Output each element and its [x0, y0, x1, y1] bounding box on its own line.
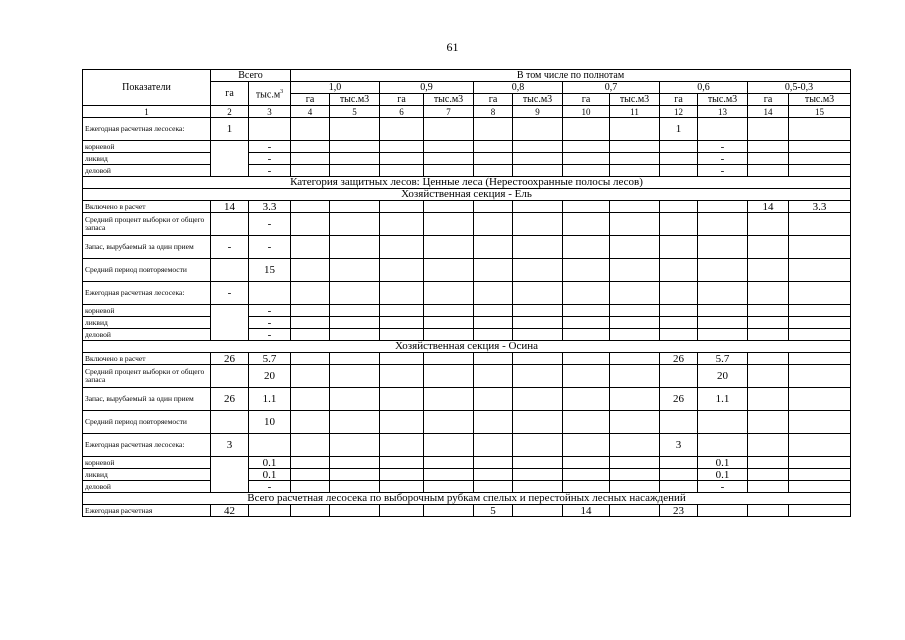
cell: 1: [660, 118, 698, 141]
row-label: Средний процент выборки от общего запаса: [83, 213, 211, 236]
row-label: Включено в расчет: [83, 201, 211, 213]
cell: 0.1: [698, 457, 748, 469]
cell: 26: [211, 388, 249, 411]
col-num: 9: [513, 106, 563, 118]
table-row: [83, 434, 851, 457]
table-row: [83, 165, 851, 177]
row-label: Средний процент выборки от общего запаса: [83, 365, 211, 388]
table-row: [83, 317, 851, 329]
col-num: 14: [748, 106, 789, 118]
table-row: [83, 201, 851, 213]
cell: 14: [563, 505, 610, 517]
table-row: [83, 353, 851, 365]
cell: 3.3: [789, 201, 851, 213]
section-category: Категория защитных лесов: Ценные леса (Нерестоохранные полосы лесов): [83, 177, 851, 189]
table-row: [83, 365, 851, 388]
cell: 15: [249, 259, 291, 282]
unit-ha: га: [291, 94, 330, 106]
table-row: [83, 259, 851, 282]
cell: -: [698, 141, 748, 153]
row-label: Средний период повторяемости: [83, 411, 211, 434]
col-num: 3: [249, 106, 291, 118]
row-label: ликвид: [83, 317, 211, 329]
cell: 5.7: [698, 353, 748, 365]
table-row: [83, 388, 851, 411]
unit-m3: тыс.м3: [513, 94, 563, 106]
cell: 20: [249, 365, 291, 388]
cell: -: [249, 213, 291, 236]
section-spruce: Хозяйственная секция - Ель: [83, 189, 851, 201]
section-total-cut: Всего расчетная лесосека по выборочным рубкам спелых и перестойных лесных насаждений: [83, 493, 851, 505]
section-row: [83, 177, 851, 189]
row-label: Запас, вырубаемый за один прием: [83, 236, 211, 259]
unit-ha: га: [748, 94, 789, 106]
col-num: 5: [330, 106, 380, 118]
cell: -: [698, 481, 748, 493]
col-num: 10: [563, 106, 610, 118]
table-row: [83, 329, 851, 341]
cell: 5: [474, 505, 513, 517]
cell: 0.1: [249, 457, 291, 469]
row-label: Ежегодная расчетная лесосека:: [83, 118, 211, 141]
table-row: [83, 305, 851, 317]
row-label: Средний период повторяемости: [83, 259, 211, 282]
cell: 1.1: [249, 388, 291, 411]
section-row: [83, 341, 851, 353]
table-row: [83, 236, 851, 259]
header-total-m3: $тыс.м^3$: [249, 82, 291, 106]
cell: 3.3: [249, 201, 291, 213]
cell: 26: [660, 353, 698, 365]
unit-m3: тыс.м3: [610, 94, 660, 106]
unit-ha: га: [474, 94, 513, 106]
header-density-10: 1,0: [291, 82, 380, 94]
header-total: Всего: [211, 70, 291, 82]
cell: 0.1: [249, 469, 291, 481]
cell: -: [211, 236, 249, 259]
col-num: 12: [660, 106, 698, 118]
unit-m3: тыс.м3: [330, 94, 380, 106]
cell: 3: [211, 434, 249, 457]
cell: 10: [249, 411, 291, 434]
table-row: [83, 141, 851, 153]
header-density-09: 0,9: [380, 82, 474, 94]
unit-ha: га: [660, 94, 698, 106]
cell: 23: [660, 505, 698, 517]
table-row: [83, 505, 851, 517]
row-label: деловой: [83, 481, 211, 493]
table-row: [83, 118, 851, 141]
cell: -: [249, 236, 291, 259]
allowable-cut-table: [82, 69, 851, 517]
section-row: [83, 189, 851, 201]
row-label: деловой: [83, 165, 211, 177]
unit-ha: га: [380, 94, 424, 106]
table-row: [83, 469, 851, 481]
page-number: 61: [446, 40, 459, 54]
cell: -: [249, 481, 291, 493]
table-row: [83, 411, 851, 434]
section-aspen: Хозяйственная секция - Осина: [83, 341, 851, 353]
unit-m3: тыс.м3: [789, 94, 851, 106]
cell: 26: [211, 353, 249, 365]
cell: 1.1: [698, 388, 748, 411]
row-label: корневой: [83, 457, 211, 469]
row-label: корневой: [83, 141, 211, 153]
row-label: Включено в расчет: [83, 353, 211, 365]
row-label: ликвид: [83, 469, 211, 481]
table-row: [83, 282, 851, 305]
col-num: 2: [211, 106, 249, 118]
row-label: деловой: [83, 329, 211, 341]
col-num: 7: [424, 106, 474, 118]
row-label: Запас, вырубаемый за один прием: [83, 388, 211, 411]
row-label: Ежегодная расчетная лесосека:: [83, 282, 211, 305]
col-num: 13: [698, 106, 748, 118]
header-density-06: 0,6: [660, 82, 748, 94]
col-num: 8: [474, 106, 513, 118]
unit-ha: га: [563, 94, 610, 106]
header-density-08: 0,8: [474, 82, 563, 94]
col-num: 11: [610, 106, 660, 118]
col-num: 15: [789, 106, 851, 118]
cell: 14: [211, 201, 249, 213]
cell: 1: [211, 118, 249, 141]
header-density-05-03: 0,5-0,3: [748, 82, 851, 94]
table-row: [83, 213, 851, 236]
row-label: ликвид: [83, 153, 211, 165]
row-label: Ежегодная расчетная лесосека:: [83, 434, 211, 457]
cell: 26: [660, 388, 698, 411]
cell: -: [211, 282, 249, 305]
column-numbers-row: [83, 106, 851, 118]
cell: 14: [748, 201, 789, 213]
cell: -: [249, 153, 291, 165]
cell: -: [249, 305, 291, 317]
cell: 5.7: [249, 353, 291, 365]
cell: 20: [698, 365, 748, 388]
cell: -: [698, 153, 748, 165]
cell: -: [249, 141, 291, 153]
header-row-1: [83, 70, 851, 82]
unit-m3: тыс.м3: [698, 94, 748, 106]
table-row: [83, 153, 851, 165]
header-including: В том числе по полнотам: [291, 70, 851, 82]
header-indicators: Показатели: [83, 70, 211, 106]
row-label: корневой: [83, 305, 211, 317]
cell: 42: [211, 505, 249, 517]
section-row: [83, 493, 851, 505]
col-num: 6: [380, 106, 424, 118]
cell: -: [698, 165, 748, 177]
cell: -: [249, 165, 291, 177]
cell: -: [249, 329, 291, 341]
unit-m3: тыс.м3: [424, 94, 474, 106]
header-density-07: 0,7: [563, 82, 660, 94]
cell: 3: [660, 434, 698, 457]
table-row: [83, 457, 851, 469]
row-label: Ежегодная расчетная: [83, 505, 211, 517]
cell: -: [249, 317, 291, 329]
table-row: [83, 481, 851, 493]
col-num: 4: [291, 106, 330, 118]
header-total-ha: га: [211, 82, 249, 106]
cell: 0.1: [698, 469, 748, 481]
col-num: 1: [83, 106, 211, 118]
